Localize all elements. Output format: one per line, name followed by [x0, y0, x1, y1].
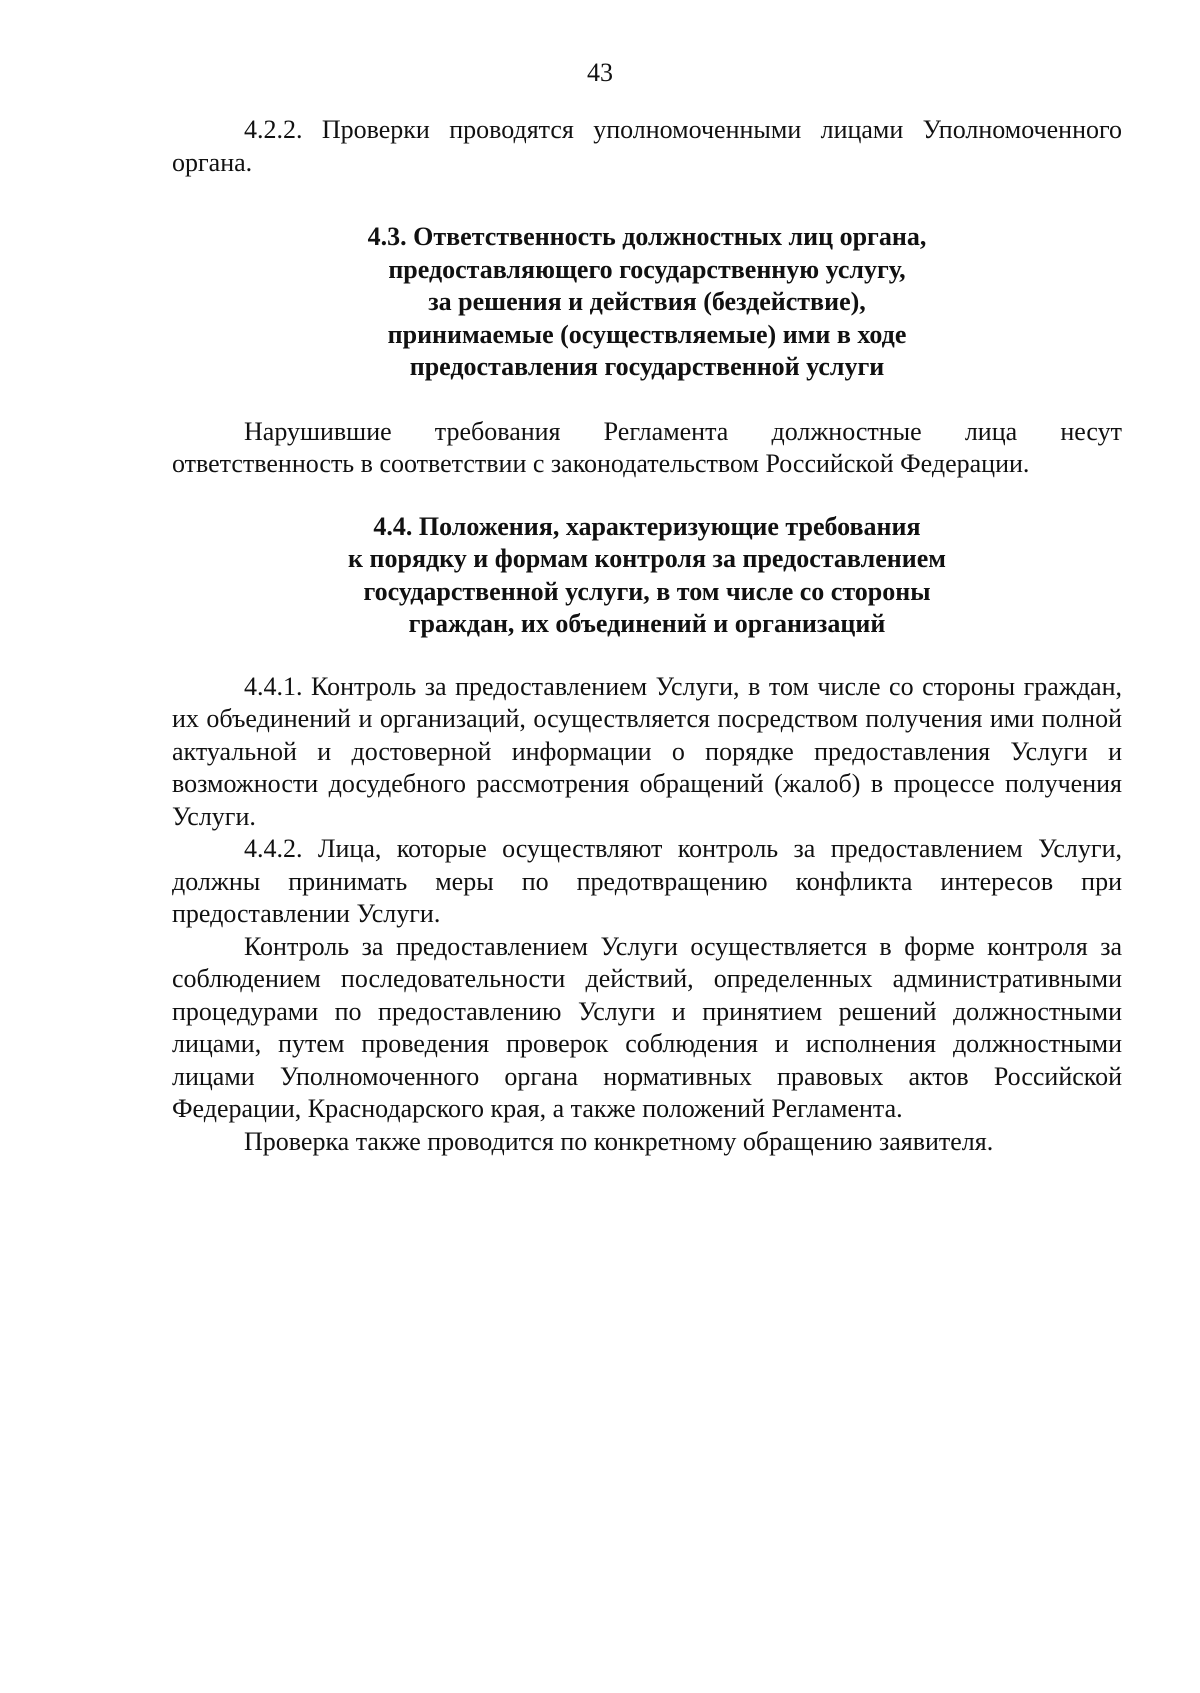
heading-line: предоставления государственной услуги: [409, 352, 885, 381]
section-heading-4-3: [172, 221, 1122, 384]
heading-line: принимаемые (осуществляемые) ими в ходе: [387, 319, 907, 349]
paragraph-4-4-2: 4.4.2. Лица, которые осуществляют контроль за предоставлением Услуги, должны принимать меры по предотвращению конфликта интересов при предоставлении Услуги.: [172, 834, 1122, 928]
paragraph-control-form: Контроль за предоставлением Услуги осуществляется в форме контроля за соблюдением последовательности действий, определенных административными процедурами по предоставлению Услуги и принятием решений должностными лицами, путем проведения проверок соблюдения и исполнения должностными лицами Уполномоченного органа нормативных правовых актов Российской Федерации, Краснодарского края, а также положений Регламента.: [172, 931, 1122, 1123]
document-body: [172, 114, 1122, 1158]
heading-line: граждан, их объединений и организаций: [408, 609, 886, 638]
heading-line: предоставляющего государственную услугу,: [388, 254, 906, 284]
heading-line: 4.4. Положения, характеризующие требования: [373, 511, 921, 541]
paragraph-4-2-2: 4.2.2. Проверки проводятся уполномоченными лицами Уполномоченного органа.: [172, 115, 1122, 177]
paragraph-4-4-1: 4.4.1. Контроль за предоставлением Услуги, в том числе со стороны граждан, их объединений и организаций, осуществляется посредством получения ими полной актуальной и достоверной информации о порядке предоставления Услуги и возможности досудебного рассмотрения обращений (жалоб) в процессе получения Услуги.: [172, 671, 1122, 831]
heading-line: государственной услуги, в том числе со стороны: [363, 576, 931, 606]
paragraph-responsibility: Нарушившие требования Регламента должностные лица несут ответственность в соответствии с законодательством Российской Федерации.: [172, 416, 1122, 478]
paragraph-inspection: Проверка также проводится по конкретному обращению заявителя.: [244, 1126, 994, 1156]
heading-line: за решения и действия (бездействие),: [428, 287, 866, 316]
heading-line: к порядку и формам контроля за предоставлением: [348, 544, 946, 573]
section-heading-4-4: [172, 511, 1122, 641]
heading-line: 4.3. Ответственность должностных лиц органа,: [367, 222, 927, 251]
page-number: 43: [587, 58, 613, 87]
